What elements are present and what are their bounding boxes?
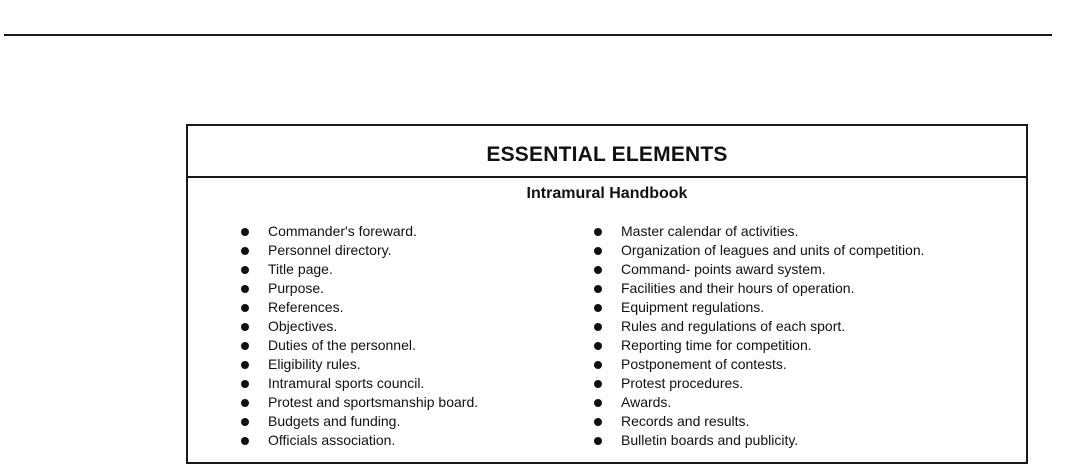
list-item	[593, 260, 925, 279]
bullet-icon	[594, 247, 602, 255]
list-item-text: Protest and sportsmanship board.	[268, 394, 479, 410]
bullet-icon	[241, 323, 249, 331]
list-item	[240, 241, 478, 260]
list-item	[593, 317, 925, 336]
list-item	[593, 355, 925, 374]
list-item	[240, 374, 478, 393]
list-item-text: Equipment regulations.	[621, 299, 765, 315]
list-item	[240, 412, 478, 431]
list-item-text: Title page.	[268, 261, 333, 277]
list-item-text: Master calendar of activities.	[621, 223, 799, 239]
list-item-text: Rules and regulations of each sport.	[621, 318, 846, 334]
left-bullet-list	[240, 222, 478, 450]
list-item	[240, 336, 478, 355]
list-item	[240, 222, 478, 241]
list-item-text: Personnel directory.	[268, 242, 392, 258]
list-item	[240, 355, 478, 374]
bullet-icon	[241, 228, 249, 236]
bullet-icon	[594, 380, 602, 388]
list-item-text: Objectives.	[268, 318, 338, 334]
list-item	[593, 412, 925, 431]
bullet-icon	[594, 418, 602, 426]
list-item-text: Awards.	[621, 394, 672, 410]
list-item	[593, 279, 925, 298]
list-item-text: Bulletin boards and publicity.	[621, 432, 799, 448]
bullet-icon	[241, 361, 249, 369]
list-item	[240, 431, 478, 450]
box-subtitle: Intramural Handbook	[526, 185, 688, 202]
list-item-text: References.	[268, 299, 344, 315]
bullet-icon	[241, 418, 249, 426]
list-item-text: Budgets and funding.	[268, 413, 401, 429]
bullet-icon	[594, 399, 602, 407]
bullet-icon	[594, 285, 602, 293]
list-item	[240, 298, 478, 317]
bullet-icon	[594, 361, 602, 369]
list-item-text: Purpose.	[268, 280, 325, 296]
list-item-text: Protest procedures.	[621, 375, 744, 391]
bullet-icon	[241, 304, 249, 312]
list-item-text: Records and results.	[621, 413, 750, 429]
list-item-text: Commander's foreward.	[268, 223, 417, 239]
bullet-icon	[594, 266, 602, 274]
list-item-text: Command- points award system.	[621, 261, 826, 277]
bullet-icon	[241, 266, 249, 274]
bullet-icon	[594, 228, 602, 236]
essential-elements-box	[186, 124, 1028, 464]
list-item-text: Officials association.	[268, 432, 396, 448]
list-item-text: Postponement of contests.	[621, 356, 787, 372]
list-item	[240, 393, 478, 412]
bullet-icon	[241, 285, 249, 293]
bullet-icon	[594, 323, 602, 331]
list-item-text: Facilities and their hours of operation.	[621, 280, 855, 296]
list-item	[593, 336, 925, 355]
list-item-text: Organization of leagues and units of competition.	[621, 242, 925, 258]
list-item	[593, 298, 925, 317]
right-bullet-list	[593, 222, 925, 450]
list-item-text: Reporting time for competition.	[621, 337, 812, 353]
bullet-icon	[241, 399, 249, 407]
list-item	[240, 317, 478, 336]
list-item	[240, 279, 478, 298]
top-horizontal-rule	[4, 34, 1052, 36]
list-item	[593, 222, 925, 241]
list-item	[593, 241, 925, 260]
list-item	[593, 431, 925, 450]
bullet-icon	[241, 380, 249, 388]
bullet-icon	[241, 437, 249, 445]
box-title: ESSENTIAL ELEMENTS	[188, 126, 1026, 178]
list-item	[593, 374, 925, 393]
bullet-icon	[241, 247, 249, 255]
list-item-text: Duties of the personnel.	[268, 337, 416, 353]
list-item-text: Eligibility rules.	[268, 356, 361, 372]
bullet-icon	[241, 342, 249, 350]
bullet-icon	[594, 342, 602, 350]
list-item-text: Intramural sports council.	[268, 375, 425, 391]
list-item	[240, 260, 478, 279]
bullet-icon	[594, 437, 602, 445]
bullet-icon	[594, 304, 602, 312]
list-item	[593, 393, 925, 412]
